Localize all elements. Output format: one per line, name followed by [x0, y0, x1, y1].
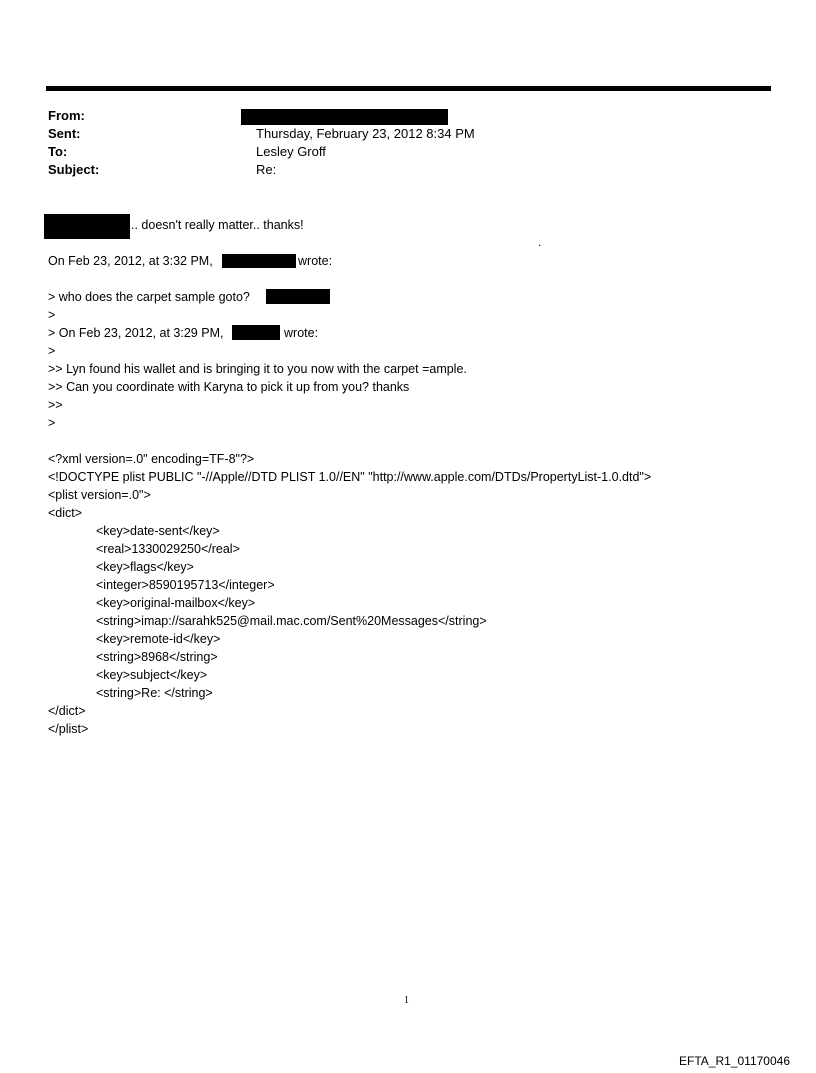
plist-line-8: <integer>8590195713</integer>: [96, 578, 275, 592]
plist-line-2: <!DOCTYPE plist PUBLIC "-//Apple//DTD PLIST 1.0//EN" "http://www.apple.com/DTDs/PropertyList-1.0.dtd">: [48, 470, 652, 484]
stray-dot: .: [538, 235, 542, 249]
quote-line-7: >>: [48, 398, 63, 412]
quote-line-8: >: [48, 416, 56, 430]
from-label: From:: [48, 108, 85, 123]
header-rule: [46, 86, 771, 91]
to-value: Lesley Groff: [256, 144, 326, 159]
plist-line-9: <key>original-mailbox</key>: [96, 596, 256, 610]
redacted-name-2: [266, 289, 330, 304]
plist-line-12: <string>8968</string>: [96, 650, 218, 664]
plist-line-15: </dict>: [48, 704, 86, 718]
quote-line-3b: wrote:: [284, 326, 319, 340]
plist-line-5: <key>date-sent</key>: [96, 524, 220, 538]
sent-label: Sent:: [48, 126, 81, 141]
plist-line-16: </plist>: [48, 722, 89, 736]
quote-line-3a: > On Feb 23, 2012, at 3:29 PM,: [48, 326, 224, 340]
subject-label: Subject:: [48, 162, 100, 177]
quote-line-2: >: [48, 308, 56, 322]
plist-line-4: <dict>: [48, 506, 83, 520]
body-line-2b: wrote:: [298, 254, 333, 268]
quote-line-6: >> Can you coordinate with Karyna to pick it up from you? thanks: [48, 380, 410, 394]
body-line-2a: On Feb 23, 2012, at 3:32 PM,: [48, 254, 213, 268]
redacted-name-1: [222, 254, 296, 268]
plist-line-1: <?xml version=.0" encoding=TF-8"?>: [48, 452, 255, 466]
redacted-sender-name: [44, 214, 130, 239]
plist-line-7: <key>flags</key>: [96, 560, 194, 574]
quote-line-4: >: [48, 344, 56, 358]
quote-line-1: > who does the carpet sample goto?: [48, 290, 250, 304]
plist-line-14: <string>Re: </string>: [96, 686, 213, 700]
plist-line-6: <real>1330029250</real>: [96, 542, 240, 556]
redacted-name-3: [232, 325, 280, 340]
plist-line-13: <key>subject</key>: [96, 668, 208, 682]
subject-value: Re:: [256, 162, 277, 177]
sent-value: Thursday, February 23, 2012 8:34 PM: [256, 126, 475, 141]
document-id: EFTA_R1_01170046: [679, 1054, 790, 1068]
page-number: 1: [404, 995, 409, 1006]
to-label: To:: [48, 144, 68, 159]
plist-line-11: <key>remote-id</key>: [96, 632, 221, 646]
plist-line-10: <string>imap://sarahk525@mail.mac.com/Sent%20Messages</string>: [96, 614, 487, 628]
redacted-from: [241, 109, 448, 125]
plist-line-3: <plist version=.0">: [48, 488, 151, 502]
body-line-1: .. doesn't really matter.. thanks!: [131, 218, 304, 232]
quote-line-5: >> Lyn found his wallet and is bringing it to you now with the carpet =ample.: [48, 362, 467, 376]
